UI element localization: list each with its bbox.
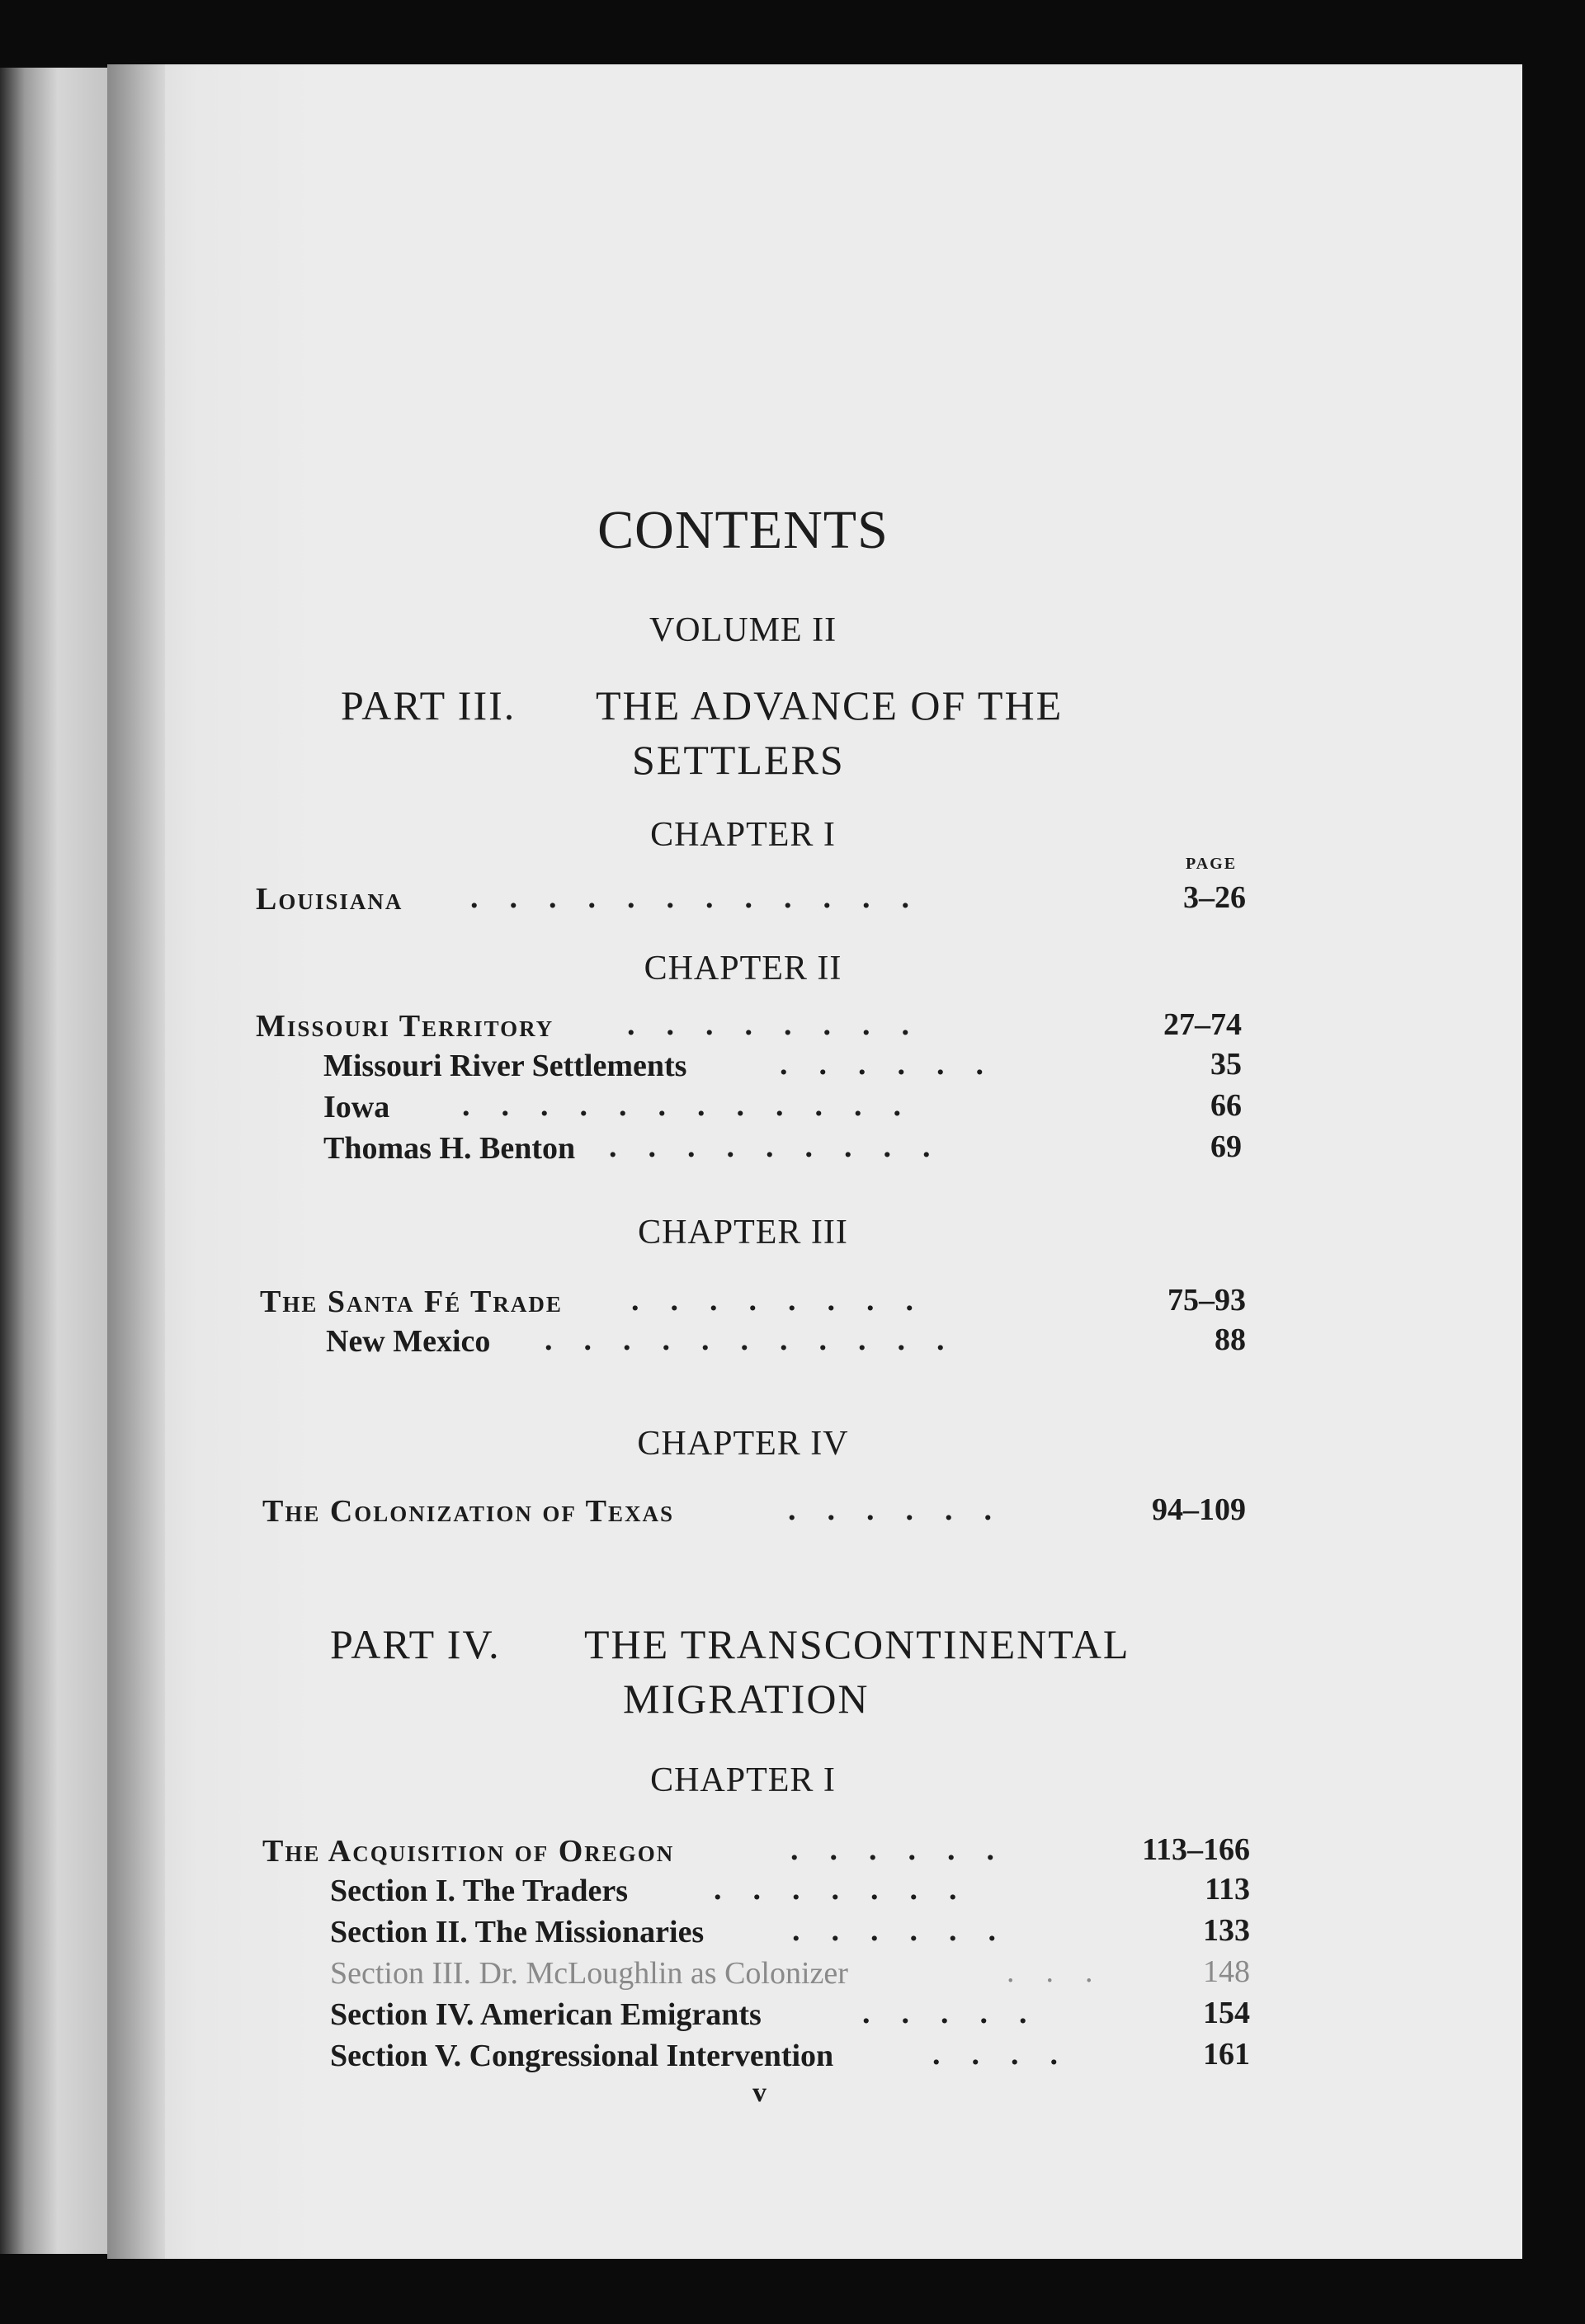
toc-subentry-page: 113	[1205, 1872, 1250, 1907]
toc-subentry-page: 133	[1203, 1913, 1250, 1948]
toc-entry-page: 75–93	[1168, 1283, 1246, 1318]
toc-subentry-page: 66	[1210, 1088, 1242, 1123]
part3-title-line2: SETTLERS	[632, 737, 845, 783]
toc-entry-title: The Acquisition of Oregon	[262, 1834, 675, 1869]
dot-leader: . . . . . . . . . . . .	[462, 1088, 901, 1123]
part4-chapter1-heading: CHAPTER I	[650, 1761, 836, 1799]
part3-label: PART III.	[341, 682, 517, 728]
toc-entry-page: 27–74	[1163, 1007, 1242, 1042]
dot-leader: . . . . . .	[790, 1832, 994, 1867]
toc-entry-page: 94–109	[1152, 1492, 1246, 1527]
part3-chapter2-heading: CHAPTER II	[644, 950, 842, 988]
part4-title-line2: MIGRATION	[623, 1676, 870, 1722]
part4-title-line1: THE TRANSCONTINENTAL	[584, 1621, 1130, 1667]
spine-shadow	[107, 64, 165, 2259]
dot-leader: . . . . . . .	[714, 1872, 957, 1907]
dot-leader: . . . . . . . .	[631, 1283, 913, 1318]
part3-chapter1-heading: CHAPTER I	[650, 816, 836, 854]
toc-subentry-page: 35	[1210, 1047, 1242, 1082]
dot-leader: . . . . . .	[780, 1047, 984, 1082]
toc-subentry-title: Section I. The Traders	[330, 1874, 629, 1908]
page-folio: v	[752, 2077, 767, 2108]
part3-chapter4-heading: CHAPTER IV	[637, 1425, 849, 1463]
toc-subentry-title: Section IV. American Emigrants	[330, 1997, 762, 2032]
dot-leader: . . . . . .	[788, 1492, 992, 1527]
part3-chapter3-heading: CHAPTER III	[638, 1214, 848, 1252]
toc-subentry-page: 161	[1203, 2037, 1250, 2072]
page-title: CONTENTS	[597, 500, 889, 560]
toc-entry-title: Louisiana	[256, 882, 403, 917]
toc-subentry-title: New Mexico	[326, 1324, 491, 1359]
dot-leader: . . .	[1007, 1954, 1093, 1989]
toc-subentry-title: Thomas H. Benton	[323, 1131, 576, 1166]
dot-leader: . . . . . . . . . . .	[545, 1322, 945, 1357]
part4-label: PART IV.	[330, 1621, 501, 1667]
page-column-header: PAGE	[1186, 855, 1238, 873]
toc-entry-page: 3–26	[1183, 880, 1246, 915]
toc-subentry-title: Section V. Congressional Intervention	[330, 2039, 834, 2073]
toc-subentry-page: 88	[1215, 1322, 1246, 1357]
part3-title-line1: THE ADVANCE OF THE	[596, 682, 1064, 728]
toc-entry-title: Missouri Territory	[256, 1009, 554, 1044]
toc-entry-title: The Colonization of Texas	[262, 1494, 675, 1529]
toc-entry-page: 113–166	[1142, 1832, 1250, 1867]
dot-leader: . . . . .	[862, 1996, 1027, 2030]
toc-subentry-title: Iowa	[323, 1090, 390, 1124]
toc-subentry-title: Section II. The Missionaries	[330, 1915, 705, 1949]
toc-subentry-title: Section III. Dr. McLoughlin as Colonizer	[330, 1956, 848, 1991]
facing-page-edge	[0, 68, 107, 2254]
toc-subentry-title: Missouri River Settlements	[323, 1049, 687, 1083]
toc-subentry-page: 154	[1203, 1996, 1250, 2030]
dot-leader: . . . . . . . . .	[609, 1129, 931, 1164]
dot-leader: . . . . . .	[792, 1913, 996, 1948]
dot-leader: . . . . . . . .	[627, 1007, 909, 1042]
toc-entry-title: The Santa Fé Trade	[260, 1285, 563, 1319]
dot-leader: . . . .	[932, 2037, 1058, 2072]
dot-leader: . . . . . . . . . . . .	[470, 880, 909, 915]
toc-subentry-page: 69	[1210, 1129, 1242, 1164]
toc-subentry-page: 148	[1203, 1954, 1250, 1989]
volume-heading: VOLUME II	[649, 611, 837, 649]
